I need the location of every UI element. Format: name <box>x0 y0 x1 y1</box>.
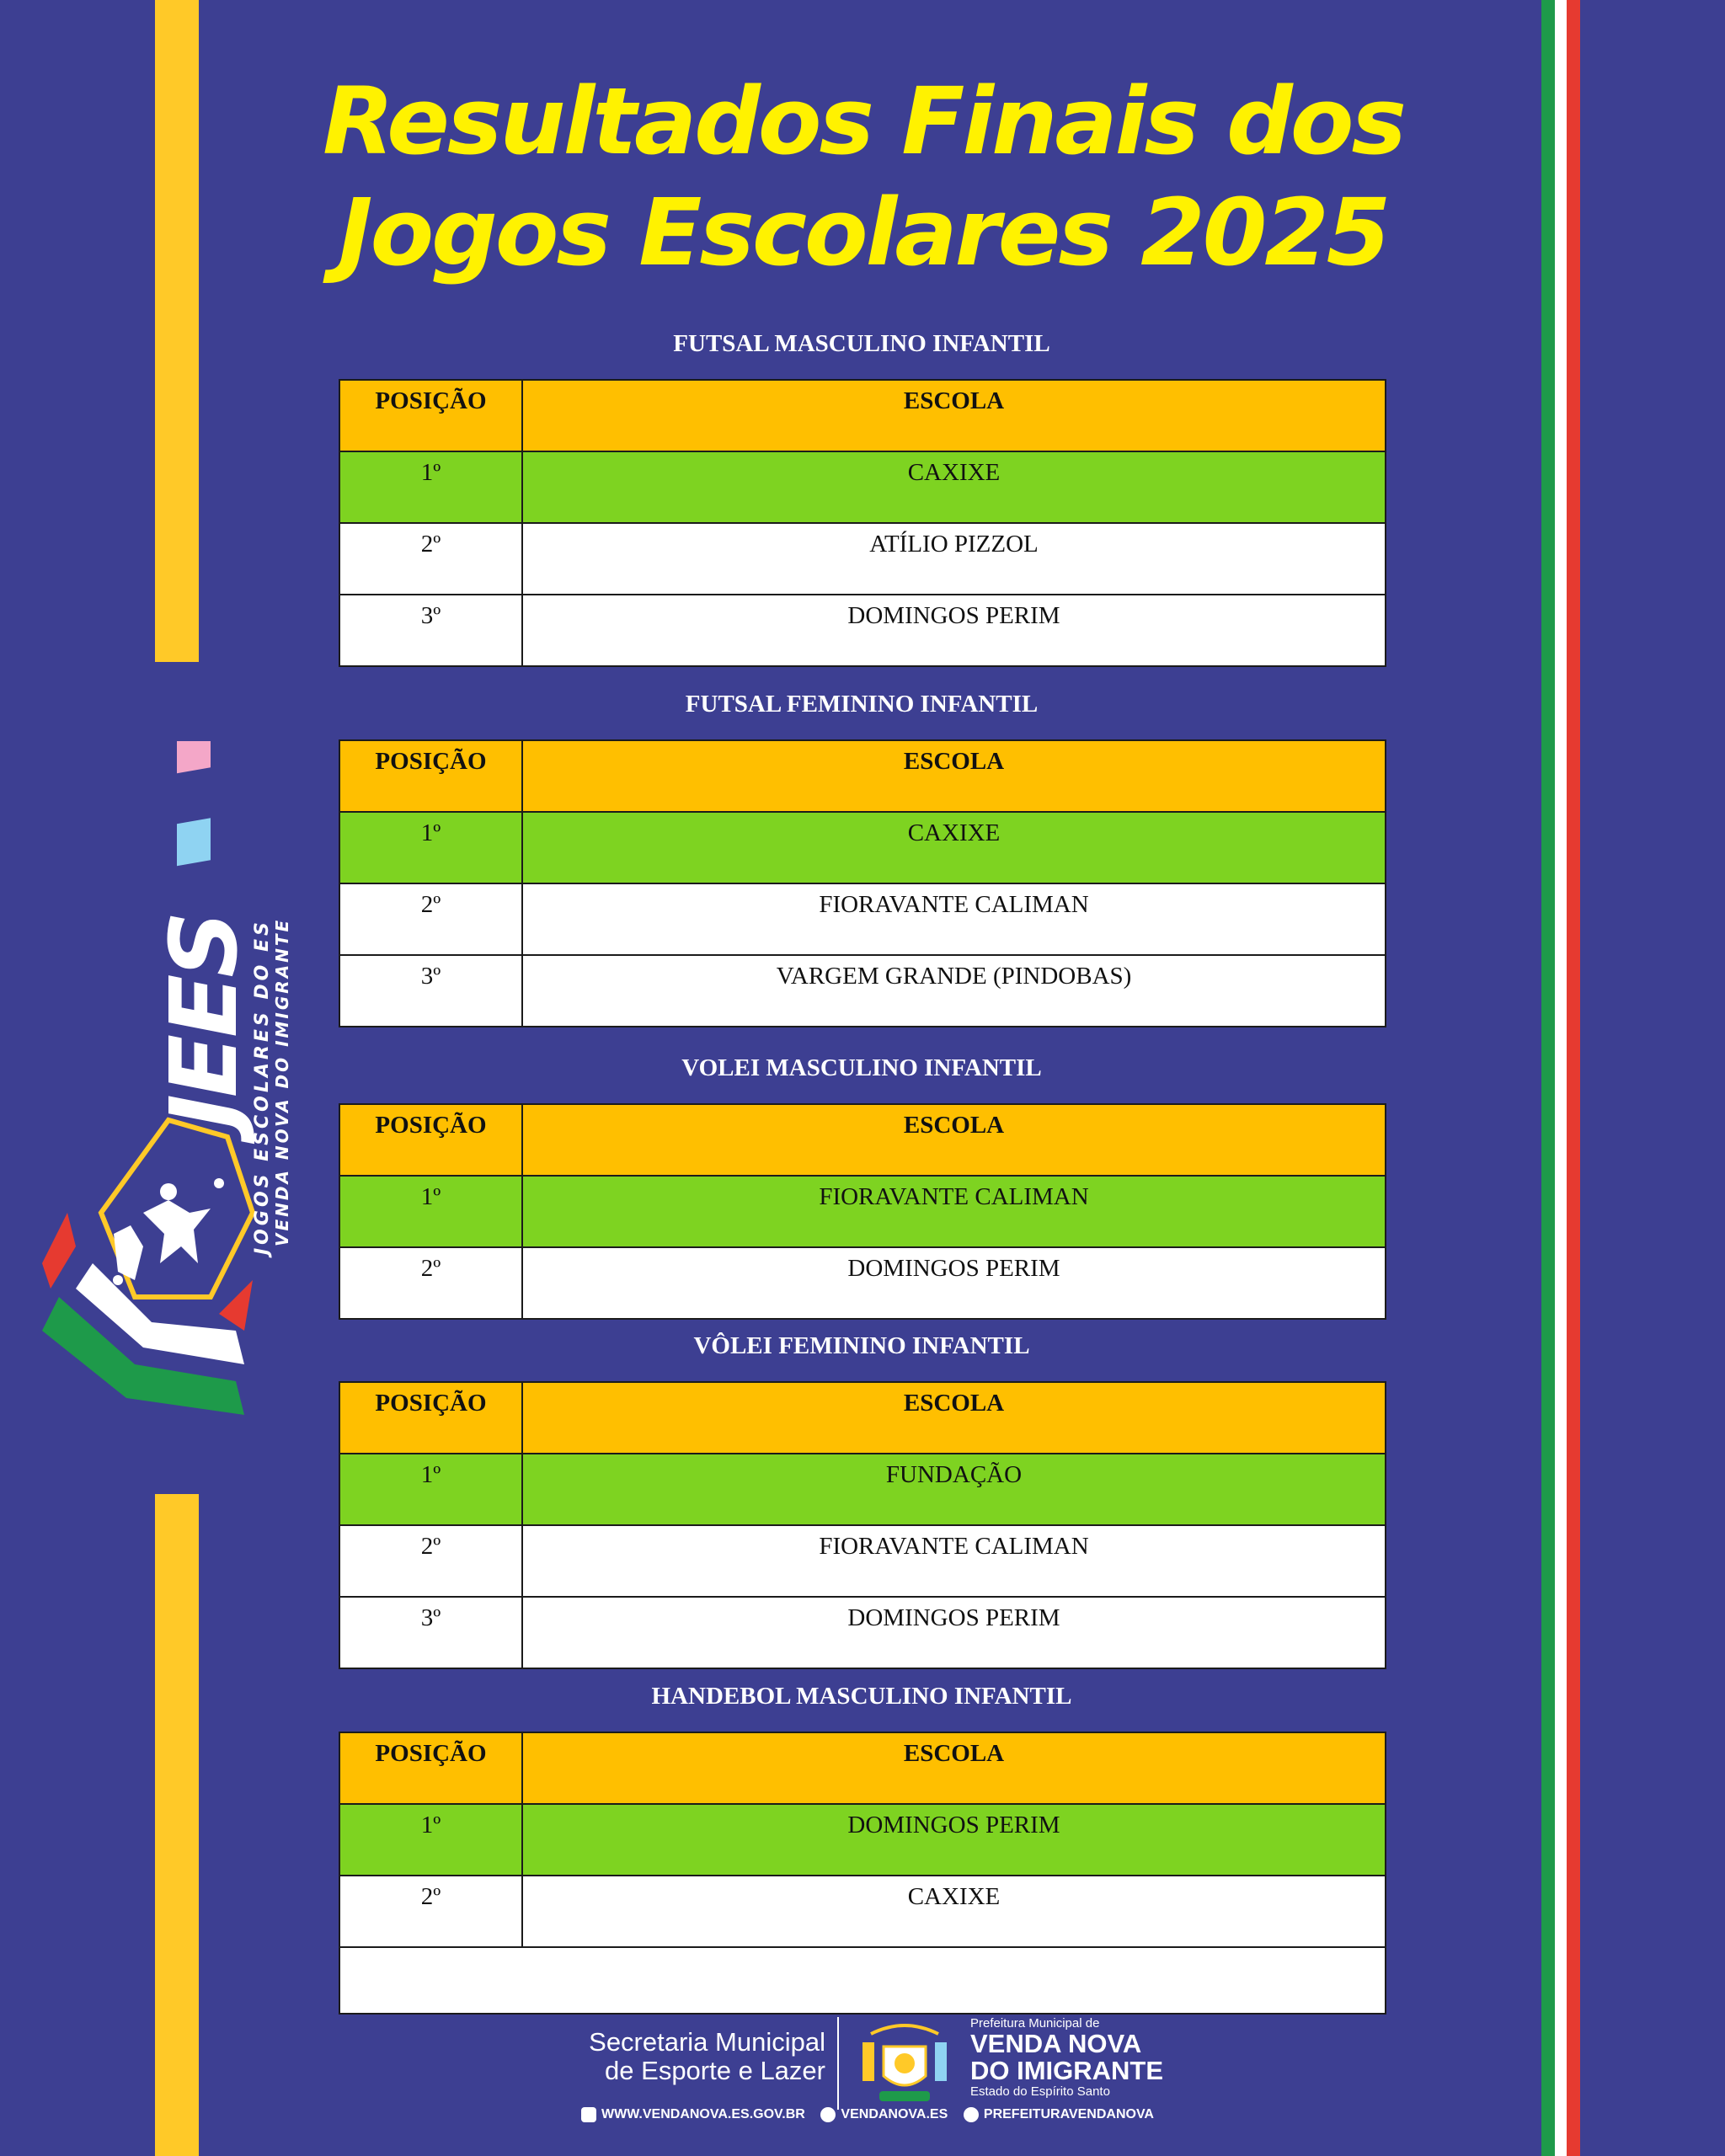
table-header-row <box>339 1104 1386 1176</box>
section-title-volei-feminino: VÔLEI FEMININO INFANTIL <box>693 1332 1030 1359</box>
table-header-row <box>339 1382 1386 1454</box>
school-cell: DOMINGOS PERIM <box>522 1247 1386 1319</box>
table-row <box>339 955 1386 1027</box>
prefeitura-label: Prefeitura Municipal de <box>970 2016 1100 2031</box>
yellow-stripe-top <box>155 0 199 662</box>
table-row <box>339 1804 1386 1876</box>
school-cell: ATÍLIO PIZZOL <box>522 523 1386 595</box>
results-table-futsal-feminino <box>339 739 1386 1027</box>
school-cell: DOMINGOS PERIM <box>522 1597 1386 1668</box>
page-title-line2: Jogos Escolares 2025 <box>338 179 1389 286</box>
results-table-volei-feminino <box>339 1381 1386 1669</box>
footer-divider <box>837 2017 839 2110</box>
school-cell: FIORAVANTE CALIMAN <box>522 883 1386 955</box>
position-cell: 3º <box>339 1597 522 1668</box>
school-cell: CAXIXE <box>522 812 1386 883</box>
website-link[interactable] <box>581 2107 805 2122</box>
website-text: WWW.VENDANOVA.ES.GOV.BR <box>601 2107 805 2122</box>
page-title <box>320 66 1407 288</box>
header-school: ESCOLA <box>522 380 1386 451</box>
header-school: ESCOLA <box>522 740 1386 812</box>
flag-stripe-white <box>1555 0 1567 2156</box>
results-table-volei-masculino <box>339 1103 1386 1320</box>
flag-stripe-green <box>1541 0 1555 2156</box>
city-line1: VENDA NOVA <box>970 2029 1142 2058</box>
header-position: POSIÇÃO <box>339 1382 522 1454</box>
position-cell: 3º <box>339 595 522 666</box>
table-row <box>339 595 1386 666</box>
secretaria-line2: de Esporte e Lazer <box>605 2056 825 2085</box>
header-position: POSIÇÃO <box>339 1732 522 1804</box>
header-school: ESCOLA <box>522 1732 1386 1804</box>
position-cell: 1º <box>339 1804 522 1876</box>
school-cell: FIORAVANTE CALIMAN <box>522 1525 1386 1597</box>
header-position: POSIÇÃO <box>339 740 522 812</box>
table-row-empty <box>339 1947 1386 2014</box>
table-row <box>339 883 1386 955</box>
footer-links <box>581 2107 1154 2122</box>
header-school: ESCOLA <box>522 1104 1386 1176</box>
header-position: POSIÇÃO <box>339 380 522 451</box>
table-row <box>339 1876 1386 1947</box>
prefeitura-block <box>970 2016 1163 2099</box>
table-header-row <box>339 740 1386 812</box>
facebook-link[interactable] <box>964 2107 1154 2122</box>
section-title-handebol-masculino: HANDEBOL MASCULINO INFANTIL <box>651 1683 1072 1710</box>
school-cell: DOMINGOS PERIM <box>522 1804 1386 1876</box>
yellow-stripe-bottom <box>155 1494 199 2156</box>
logo-tagline1: JOGOS ESCOLARES DO ES <box>252 919 273 1255</box>
table-row <box>339 1176 1386 1247</box>
school-cell: CAXIXE <box>522 451 1386 523</box>
position-cell: 3º <box>339 955 522 1027</box>
position-cell: 1º <box>339 451 522 523</box>
secretaria-label <box>573 2028 825 2085</box>
header-position: POSIÇÃO <box>339 1104 522 1176</box>
table-row <box>339 1525 1386 1597</box>
web-icon <box>581 2107 596 2122</box>
school-cell: FUNDAÇÃO <box>522 1454 1386 1525</box>
table-header-row <box>339 1732 1386 1804</box>
table-row <box>339 812 1386 883</box>
results-table-futsal-masculino <box>339 379 1386 667</box>
facebook-text: PREFEITURAVENDANOVA <box>983 2107 1154 2122</box>
table-row <box>339 1454 1386 1525</box>
page-title-line1: Resultados Finais dos <box>323 67 1404 175</box>
table-header-row <box>339 380 1386 451</box>
municipal-crest-icon <box>854 2017 955 2110</box>
flag-stripe-red <box>1567 0 1580 2156</box>
school-cell: FIORAVANTE CALIMAN <box>522 1176 1386 1247</box>
table-row <box>339 1597 1386 1668</box>
instagram-link[interactable] <box>820 2107 948 2122</box>
state-label: Estado do Espírito Santo <box>970 2084 1110 2099</box>
table-row <box>339 523 1386 595</box>
school-cell: VARGEM GRANDE (PINDOBAS) <box>522 955 1386 1027</box>
position-cell: 2º <box>339 883 522 955</box>
position-cell: 2º <box>339 1247 522 1319</box>
facebook-icon <box>964 2107 979 2122</box>
results-table-handebol-masculino <box>339 1732 1386 2015</box>
section-title-futsal-masculino: FUTSAL MASCULINO INFANTIL <box>673 330 1050 357</box>
table-row <box>339 451 1386 523</box>
school-cell: CAXIXE <box>522 1876 1386 1947</box>
header-school: ESCOLA <box>522 1382 1386 1454</box>
position-cell: 1º <box>339 1454 522 1525</box>
school-cell: DOMINGOS PERIM <box>522 595 1386 666</box>
empty-cell <box>339 1947 1386 2014</box>
logo-letters: JEES <box>150 914 258 1129</box>
section-title-volei-masculino: VOLEI MASCULINO INFANTIL <box>681 1054 1042 1081</box>
instagram-icon <box>820 2107 836 2122</box>
position-cell: 1º <box>339 1176 522 1247</box>
position-cell: 2º <box>339 523 522 595</box>
logo-tagline2: VENDA NOVA DO IMIGRANTE <box>272 917 292 1246</box>
position-cell: 1º <box>339 812 522 883</box>
table-row <box>339 1247 1386 1319</box>
instagram-text: VENDANOVA.ES <box>841 2107 948 2122</box>
section-title-futsal-feminino: FUTSAL FEMININO INFANTIL <box>685 691 1039 718</box>
city-line2: DO IMIGRANTE <box>970 2056 1164 2085</box>
secretaria-line1: Secretaria Municipal <box>589 2027 825 2057</box>
jees-logo <box>25 741 312 1415</box>
position-cell: 2º <box>339 1525 522 1597</box>
position-cell: 2º <box>339 1876 522 1947</box>
